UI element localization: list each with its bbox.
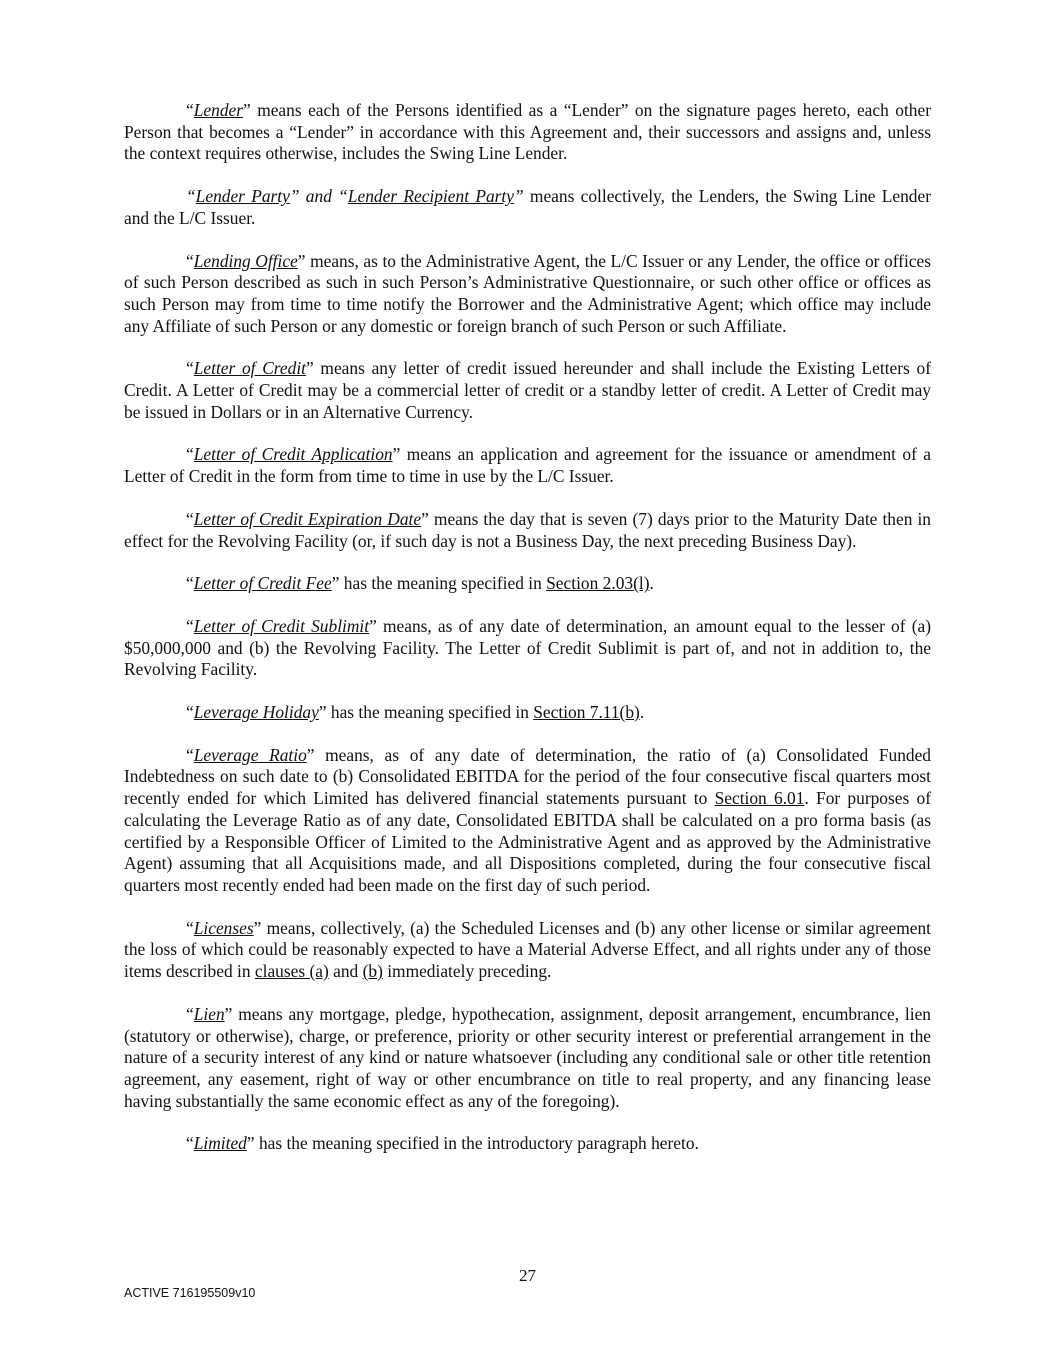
definition-letter-of-credit-expiration-date: “Letter of Credit Expiration Date” means the day that is seven (7) days prior to the Maturity Date then in effect for the Revolving Facility (or, if such day is not a Business Day, the next preceding Business Day). <box>124 508 931 551</box>
clause-reference: clauses (a) <box>254 961 329 982</box>
definition-letter-of-credit-fee: “Letter of Credit Fee” has the meaning specified in Section 2.03(l). <box>186 573 654 594</box>
definition-lender-party: “Lender Party” and “Lender Recipient Party” means collectively, the Lenders, the Swing Line Lender and the L/C Issuer. <box>124 186 932 228</box>
defined-term: Licenses <box>193 917 254 938</box>
defined-term: Lending Office <box>193 250 298 271</box>
section-reference: Section 7.11(b) <box>533 702 640 723</box>
defined-term: Limited <box>193 1133 247 1154</box>
defined-term: Lien <box>193 1003 225 1024</box>
definition-licenses: “Licenses” means, collectively, (a) the Scheduled Licenses and (b) any other license or similar agreement the loss of which could be reasonably expected to have a Material Adverse Effect, and all rights under any of those items described in clauses (a) and (b) immediately preceding. <box>124 917 931 982</box>
clause-reference: (b) <box>362 961 383 982</box>
document-page <box>124 100 931 1176</box>
page-number: 27 <box>519 1266 536 1285</box>
document-id: ACTIVE 716195509v10 <box>124 1286 256 1300</box>
defined-term: Leverage Ratio <box>193 744 307 765</box>
section-reference: Section 2.03(l) <box>546 573 650 594</box>
defined-term: Letter of Credit Application <box>193 444 393 465</box>
defined-term: Letter of Credit Sublimit <box>193 615 370 636</box>
defined-term: Lender <box>193 100 244 120</box>
section-reference: Section 6.01 <box>714 788 805 809</box>
definition-lending-office: “Lending Office” means, as to the Administrative Agent, the L/C Issuer or any Lender, the office or offices of such Person described as such in such Person’s Administrative Questionnaire, or such other office or offices as such Person may from time to time notify the Borrower and the Administrative Agent; which office may include any Affiliate of such Person or any domestic or foreign branch of such Person or such Affiliate. <box>124 250 932 336</box>
defined-term: Lender Party <box>195 186 290 207</box>
definition-lender: “Lender” means each of the Persons identified as a “Lender” on the signature pages hereto, each other Person that becomes a “Lender” in accordance with this Agreement and, their successors and assigns and, unless the context requires otherwise, includes the Swing Line Lender. <box>124 100 931 164</box>
defined-term: Lender Recipient Party <box>347 186 514 207</box>
defined-term: Letter of Credit <box>193 358 307 379</box>
definition-lien: “Lien” means any mortgage, pledge, hypothecation, assignment, deposit arrangement, encumbrance, lien (statutory or otherwise), charge, or preference, priority or other security interest or preferential arrangement in the nature of a security interest of any kind or nature whatsoever (including any conditional sale or other title retention agreement, any easement, right of way or other encumbrance on title to real property, and any financing lease having substantially the same economic effect as any of the foregoing). <box>124 1003 931 1111</box>
defined-term: Letter of Credit Fee <box>193 573 332 594</box>
definition-letter-of-credit-application: “Letter of Credit Application” means an application and agreement for the issuance or amendment of a Letter of Credit in the form from time to time in use by the L/C Issuer. <box>124 444 931 487</box>
definition-leverage-ratio: “Leverage Ratio” means, as of any date of determination, the ratio of (a) Consolidated Funded Indebtedness on such date to (b) Consolidated EBITDA for the period of the four consecutive fiscal quarters most recently ended for which Limited has delivered financial statements pursuant to Section 6.01. For purposes of calculating the Leverage Ratio as of any date, Consolidated EBITDA shall be calculated on a pro forma basis (as certified by a Responsible Officer of Limited to the Administrative Agent and as approved by the Administrative Agent) assuming that all Acquisitions made, and all Dispositions completed, during the four consecutive fiscal quarters most recently ended had been made on the first day of such period. <box>124 744 931 895</box>
defined-term: Leverage Holiday <box>193 702 319 723</box>
definition-leverage-holiday: “Leverage Holiday” has the meaning specified in Section 7.11(b). <box>186 702 645 723</box>
definition-letter-of-credit: “Letter of Credit” means any letter of credit issued hereunder and shall include the Existing Letters of Credit. A Letter of Credit may be a commercial letter of credit or a standby letter of credit. A Letter of Credit may be issued in Dollars or in an Alternative Currency. <box>124 358 932 422</box>
defined-term: Letter of Credit Expiration Date <box>193 508 422 529</box>
definition-letter-of-credit-sublimit: “Letter of Credit Sublimit” means, as of any date of determination, an amount equal to the lesser of (a) $50,000,000 and (b) the Revolving Facility. The Letter of Credit Sublimit is part of, and not in addition to, the Revolving Facility. <box>124 615 931 680</box>
definition-limited: “Limited” has the meaning specified in the introductory paragraph hereto. <box>186 1133 699 1154</box>
